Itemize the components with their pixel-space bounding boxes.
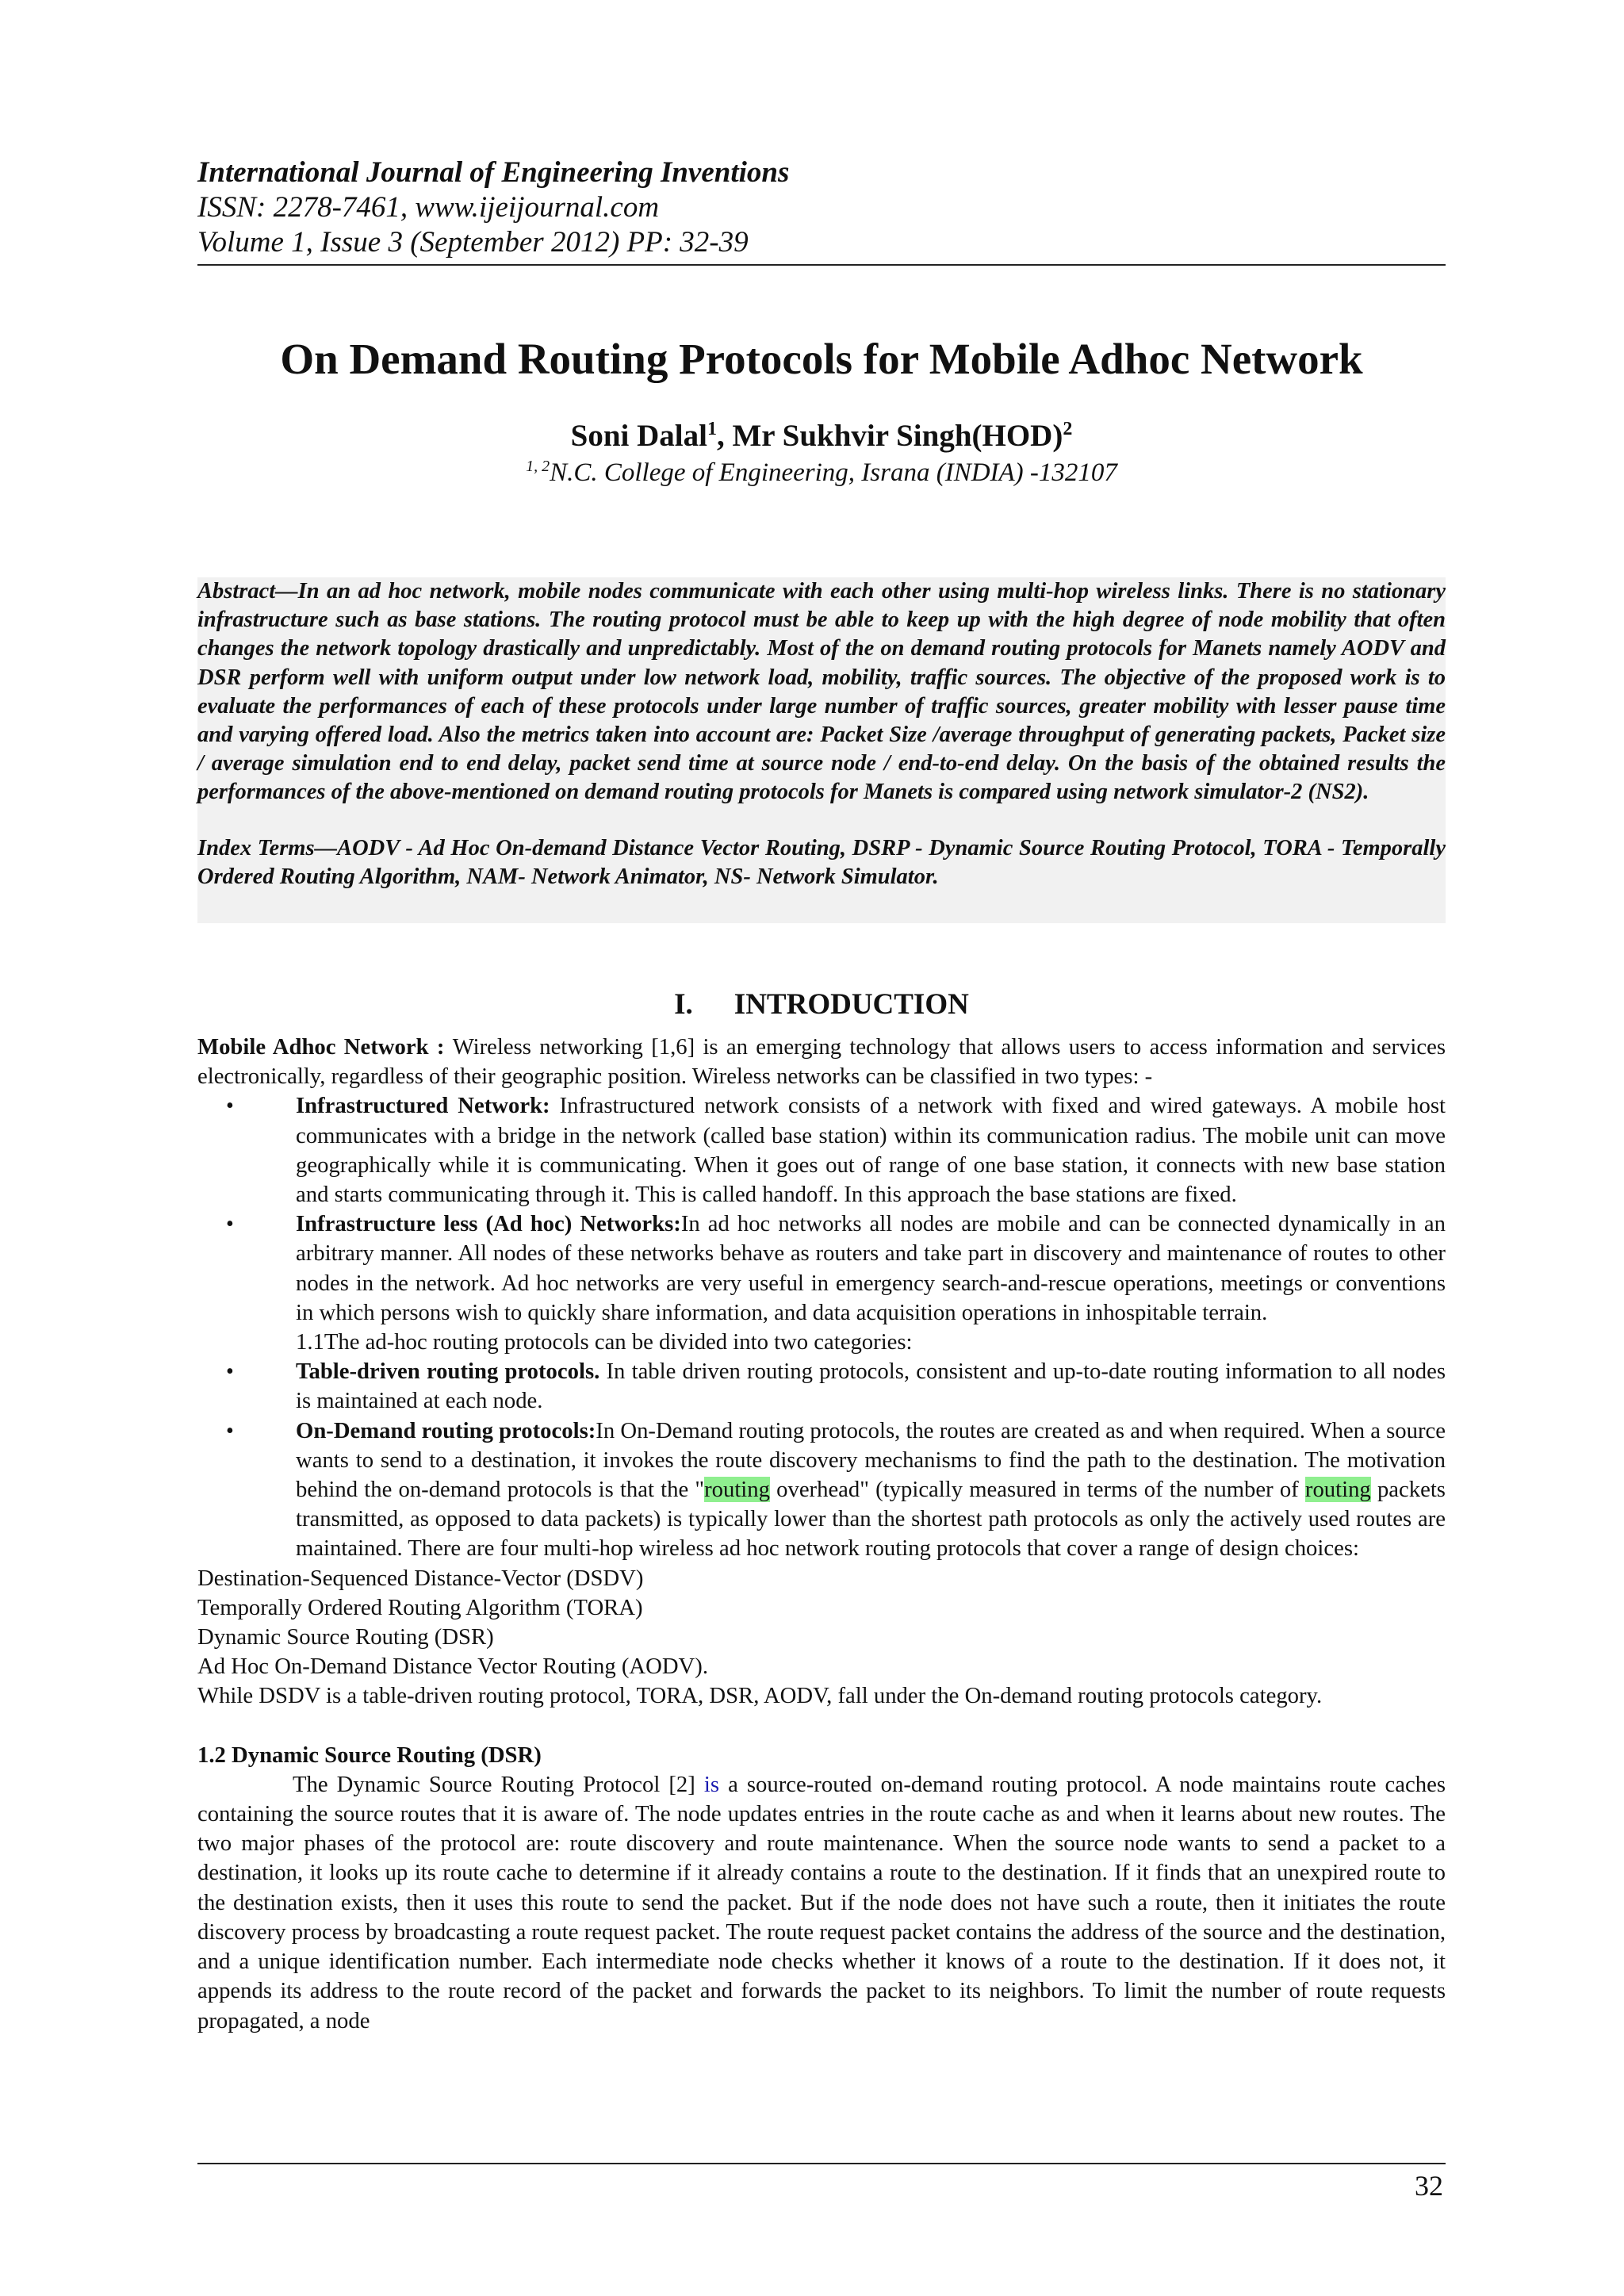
abstract-text: Abstract—In an ad hoc network, mobile nodes communicate with each other using multi-hop wireless links. There is no stationary infrastructure such as base stations. The routing protocol must be able to keep up with the high degree of node mobility that often changes the network topology drastically and unpredictably. Most of the on demand routing protocols for Manets namely AODV and DSR perform well with uniform output under low network load, mobility, traffic sources. The objective of the proposed work is to evaluate the performances of each of these protocols under large number of traffic sources, greater mobility with lesser pause time and varying offered load. Also the metrics taken into account are: Packet Size /average throughput of generating packets, Packet size / average simulation end to end delay, packet send time at source node / end-to-end delay. On the basis of the obtained results the performances of the above-mentioned on demand routing protocols for Manets is compared using network simulator-2 (NS2). (197, 579, 1446, 805)
list-item (197, 1416, 1446, 1564)
page-number: 32 (1415, 2170, 1443, 2202)
index-terms: Index Terms—AODV - Ad Hoc On-demand Distance Vector Routing, DSRP - Dynamic Source Routing Protocol, TORA - Temporally Ordered Routing Algorithm, NAM- Network Animator, NS- Network Simulator. (197, 835, 1446, 889)
dsr-text: a source-routed on-demand routing protocol. A node maintains route caches containing the source routes that it is aware of. The node updates entries in the route cache as and when it learns about new routes. The two major phases of the protocol are: route discovery and route maintenance. When the source node wants to send a packet to a destination, it looks up its route cache to determine if it already contains a route to the destination. If it finds that an unexpired route to the destination exists, then it uses this route to send the packet. But if the node does not have such a route, then it initiates the route discovery process by broadcasting a route request packet. The route request packet contains the address of the source and the destination, and a unique identification number. Each intermediate node checks whether it knows of a route to the destination. If it does not, it appends its address to the route record of the packet and forwards the packet to its neighbors. To limit the number of route requests propagated, a node (197, 1771, 1446, 2033)
section-number: I. (674, 988, 693, 1021)
journal-name: International Journal of Engineering Inventions (197, 156, 790, 189)
protocol-item: Destination-Sequenced Distance-Vector (DSDV) (197, 1565, 644, 1591)
subsection-heading-dsr: 1.2 Dynamic Source Routing (DSR) (197, 1742, 542, 1768)
intro-lead: Mobile Adhoc Network : (197, 1034, 453, 1060)
bullet-lead: On-Demand routing protocols: (296, 1417, 596, 1443)
highlighted-word: routing (704, 1477, 770, 1503)
protocol-list (197, 1564, 1446, 1682)
journal-volume: Volume 1, Issue 3 (September 2012) PP: 32-39 (197, 226, 749, 259)
bullet-icon: • (226, 1359, 234, 1385)
intro-text: Wireless networking [1,6] is an emerging technology that allows users to access information and services electronically, regardless of their geographic position. Wireless networks can be classified in two types: - (197, 1034, 1446, 1090)
protocol-categories-list (197, 1357, 1446, 1563)
dsr-text-colored: is (703, 1771, 720, 1797)
author-1-affil-mark: 1 (707, 419, 717, 439)
dsr-paragraph (197, 1770, 1446, 2036)
bullet-icon: • (226, 1418, 234, 1443)
highlighted-word: routing (1304, 1477, 1371, 1503)
section-heading-introduction (197, 987, 1446, 1023)
bullet-text: packets transmitted, as opposed to data packets) is typically lower than the shortest path protocols as only the actively used routes are maintained. There are four multi-hop wireless ad hoc network routing protocols that cover a range of design choices: (296, 1477, 1446, 1562)
bullet-icon: • (226, 1212, 234, 1237)
section-title: INTRODUCTION (733, 988, 969, 1021)
author-line (197, 409, 1446, 456)
categories-line: 1.1The ad-hoc routing protocols can be divided into two categories: (296, 1329, 913, 1355)
bullet-text: overhead" (typically measured in terms of the number of (769, 1477, 1305, 1503)
bullet-lead: Infrastructured Network: (296, 1093, 560, 1119)
list-item (197, 1209, 1446, 1328)
dsr-text: The Dynamic Source Routing Protocol [2] (293, 1771, 704, 1797)
bullet-lead: Infrastructure less (Ad hoc) Networks: (296, 1211, 681, 1237)
bullet-lead: Table-driven routing protocols. (296, 1359, 607, 1385)
bullet-text: In ad hoc networks all nodes are mobile and can be connected dynamically in an arbitrary manner. All nodes of these networks behave as routers and take part in discovery and maintenance of routes to other nodes in the network. Ad hoc networks are very useful in emergency search-and-rescue operations, meetings or conventions in which persons wish to quickly share information, and data acquisition operations in inhospitable terrain. (296, 1211, 1446, 1325)
journal-issn: ISSN: 2278-7461, www.ijeijournal.com (197, 191, 660, 224)
bullet-text: Infrastructured network consists of a network with fixed and wired gateways. A mobile host communicates with a bridge in the network (called base station) within its communication radius. The mobile unit can move geographically while it is communicating. When it goes out of range of one base station, it connects with new base station and starts communicating through it. This is called handoff. In this approach the base stations are fixed. (296, 1093, 1446, 1208)
bullet-text: In table driven routing protocols, consistent and up-to-date routing information to all nodes is maintained at each node. (296, 1359, 1446, 1414)
bullet-icon: • (226, 1094, 234, 1119)
body-text (197, 1033, 1446, 2036)
journal-header (197, 155, 1446, 260)
paper-title: On Demand Routing Protocols for Mobile Adhoc Network (280, 335, 1363, 383)
author-2: Mr Sukhvir Singh(HOD) (732, 419, 1063, 453)
footer-rule (197, 2163, 1446, 2164)
affiliation-mark: 1, 2 (526, 458, 550, 475)
author-1: Soni Dalal (570, 419, 707, 453)
intro-paragraph (197, 1033, 1446, 1091)
author-separator: , (716, 419, 733, 453)
header-rule (197, 264, 1446, 266)
bullet-text: In On-Demand routing protocols, the routes are created as and when required. When a source wants to send to a destination, it invokes the route discovery mechanisms to find the path to the destination. The motivation behind the on-demand protocols is that the " (296, 1417, 1446, 1503)
list-item (197, 1357, 1446, 1416)
protocol-item: Dynamic Source Routing (DSR) (197, 1624, 494, 1650)
protocol-item: Temporally Ordered Routing Algorithm (TORA) (197, 1594, 643, 1620)
abstract-box (197, 577, 1446, 923)
author-2-affil-mark: 2 (1063, 419, 1073, 439)
list-item (197, 1091, 1446, 1209)
protocol-summary: While DSDV is a table-driven routing protocol, TORA, DSR, AODV, fall under the On-demand routing protocols category. (197, 1683, 1323, 1709)
protocol-item: Ad Hoc On-Demand Distance Vector Routing (AODV). (197, 1654, 708, 1680)
network-types-list (197, 1091, 1446, 1328)
affiliation (197, 450, 1446, 489)
affiliation-text: N.C. College of Engineering, Israna (INDIA) -132107 (550, 458, 1117, 487)
